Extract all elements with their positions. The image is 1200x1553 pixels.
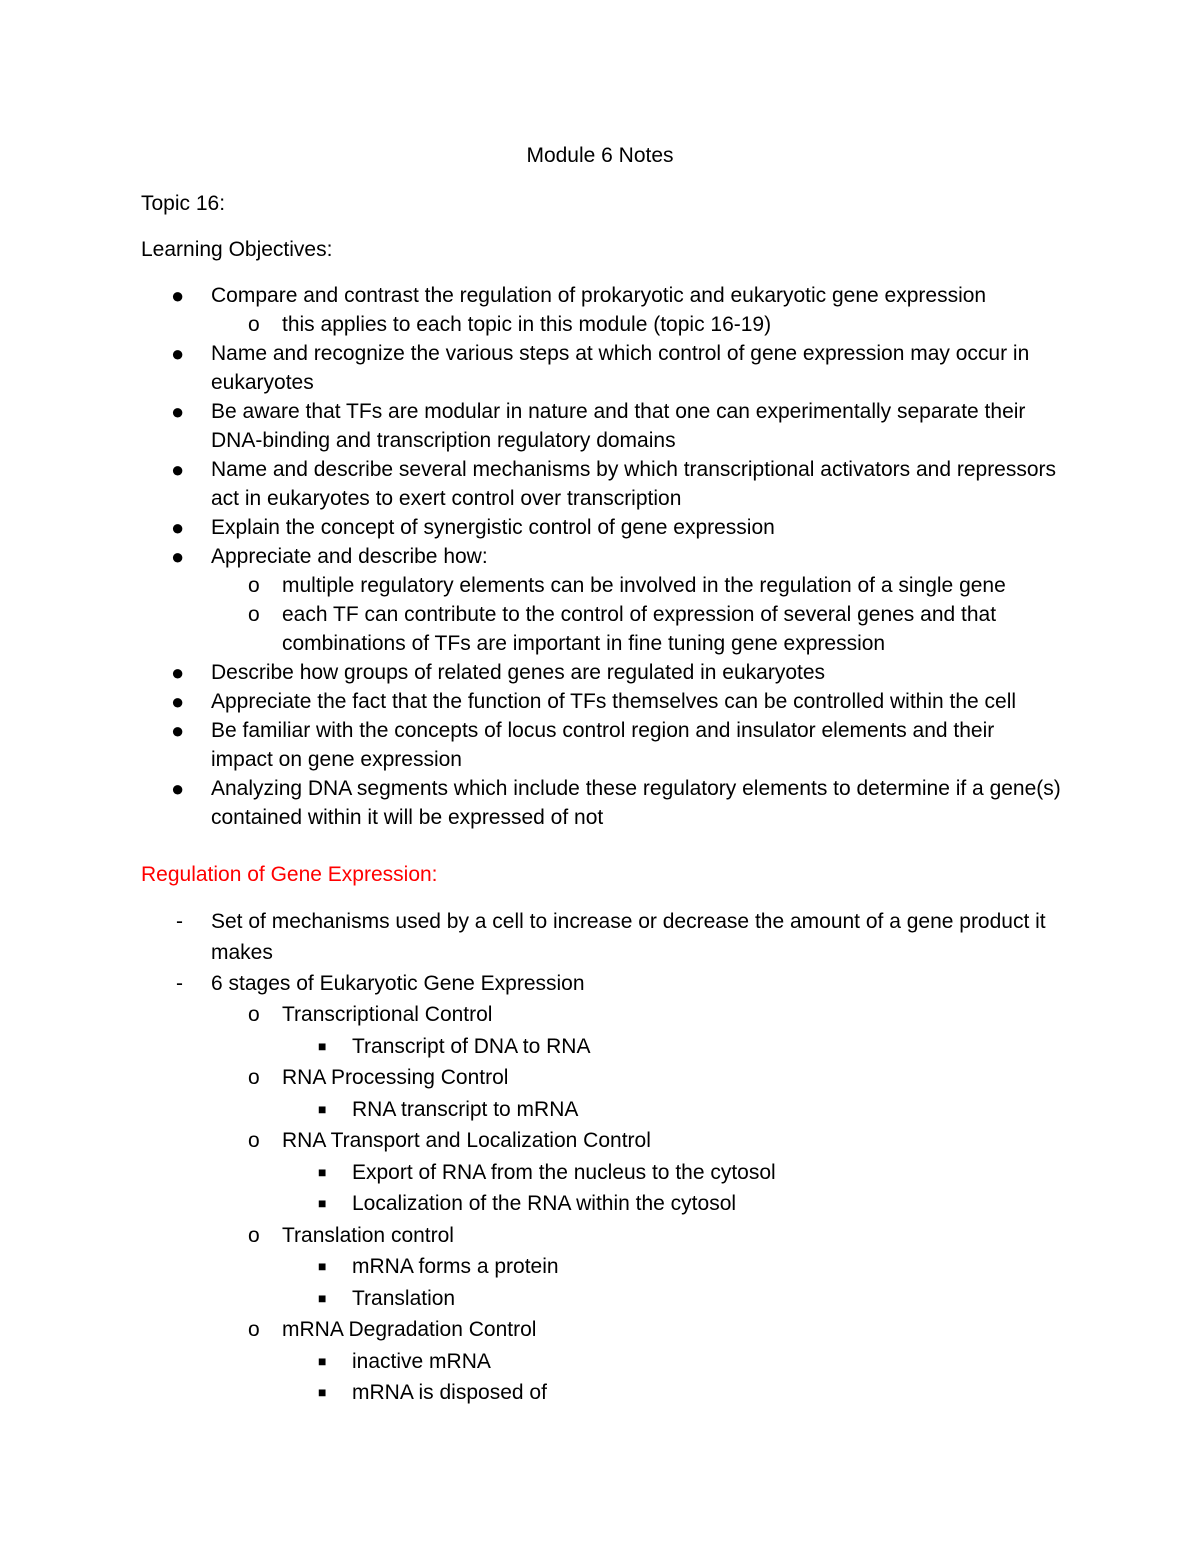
list-item <box>0 1157 1052 1189</box>
document-title: Module 6 Notes <box>526 144 674 167</box>
list-item-text: Translation control <box>282 1223 454 1247</box>
list-item-text: Transcript of DNA to RNA <box>352 1034 591 1058</box>
square-bullet-icon: ■ <box>318 1163 327 1180</box>
list-item-text: Set of mechanisms used by a cell to increase or decrease the amount of a gene product it makes <box>211 910 1046 964</box>
list-item-text: Name and describe several mechanisms by which transcriptional activators and repressors act in eukaryotes to exert control over transcription <box>211 458 1057 510</box>
list-item <box>0 455 1061 513</box>
list-item <box>0 687 1061 716</box>
bullet-icon: ● <box>171 776 185 801</box>
list-item-text: Be familiar with the concepts of locus control region and insulator elements and their impact on gene expression <box>211 719 995 771</box>
list-item <box>0 571 1062 600</box>
list-item-text: RNA Processing Control <box>282 1066 509 1089</box>
list-item-text: Appreciate and describe how: <box>211 545 488 568</box>
list-item-text: 6 stages of Eukaryotic Gene Expression <box>211 972 585 995</box>
list-item-text: multiple regulatory elements can be involved in the regulation of a single gene <box>282 574 1006 597</box>
list-item <box>0 1346 1052 1378</box>
square-bullet-icon: ■ <box>318 1289 327 1306</box>
list-item <box>0 542 1061 571</box>
list-item-text: mRNA forms a protein <box>352 1255 559 1278</box>
list-item-text: mRNA Degradation Control <box>282 1318 537 1341</box>
list-item-text: this applies to each topic in this module (topic 16-19) <box>282 313 772 336</box>
list-item-text: Analyzing DNA segments which include these regulatory elements to determine if a gene(s) contained within it will be expressed of not <box>211 777 1061 829</box>
list-item <box>0 1283 1052 1315</box>
dash-bullet-icon: - <box>176 972 183 995</box>
bullet-icon: ● <box>171 660 185 685</box>
list-item-text: Appreciate the fact that the function of TFs themselves can be controlled within the cell <box>211 690 1017 713</box>
list-item <box>0 1377 1052 1409</box>
list-item <box>0 339 1061 397</box>
list-item <box>0 1251 1052 1283</box>
list-item <box>0 397 1061 455</box>
square-bullet-icon: ■ <box>318 1384 327 1400</box>
list-item <box>0 1062 1062 1094</box>
square-bullet-icon: ■ <box>318 1352 327 1369</box>
circle-bullet-icon: o <box>248 1129 260 1152</box>
list-item-text: Be aware that TFs are modular in nature and that one can experimentally separate their DNA-binding and transcription regulatory domains <box>211 400 1026 452</box>
list-item <box>0 968 1061 999</box>
list-item <box>0 600 1062 658</box>
bullet-icon: ● <box>171 515 185 540</box>
list-item <box>0 310 1062 339</box>
regulation-heading: Regulation of Gene Expression: <box>141 863 438 886</box>
list-item <box>0 1094 1052 1126</box>
list-item <box>0 774 1061 832</box>
list-item <box>0 658 1061 687</box>
square-bullet-icon: ■ <box>318 1100 327 1117</box>
learning-objectives-list <box>0 281 1200 832</box>
circle-bullet-icon: o <box>248 603 260 626</box>
square-bullet-icon: ■ <box>318 1195 327 1211</box>
bullet-icon: ● <box>171 544 185 569</box>
list-item-text: Export of RNA from the nucleus to the cytosol <box>352 1160 776 1184</box>
list-item <box>0 1125 1062 1157</box>
bullet-icon: ● <box>171 341 185 366</box>
list-item-text: Name and recognize the various steps at which control of gene expression may occur in eukaryotes <box>211 342 1030 394</box>
list-item <box>0 1220 1062 1252</box>
list-item-text: Describe how groups of related genes are regulated in eukaryotes <box>211 661 826 684</box>
list-item-text: each TF can contribute to the control of expression of several genes and that combinations of TFs are important in fine tuning gene expression <box>282 603 997 655</box>
circle-bullet-icon: o <box>248 574 260 597</box>
bullet-icon: ● <box>171 283 185 308</box>
list-item-text: Translation <box>352 1286 456 1310</box>
list-item-text: RNA Transport and Localization Control <box>282 1129 651 1152</box>
list-item-text: Localization of the RNA within the cytosol <box>352 1192 737 1215</box>
regulation-list <box>0 906 1200 1409</box>
square-bullet-icon: ■ <box>318 1037 327 1054</box>
list-item <box>0 1031 1052 1063</box>
list-item <box>0 513 1061 542</box>
list-item <box>0 716 1061 774</box>
dash-bullet-icon: - <box>176 910 183 933</box>
list-item <box>0 281 1061 310</box>
list-item <box>0 1188 1052 1220</box>
circle-bullet-icon: o <box>248 1223 260 1247</box>
bullet-icon: ● <box>171 718 185 743</box>
list-item-text: Compare and contrast the regulation of prokaryotic and eukaryotic gene expression <box>211 284 987 307</box>
list-item-text: Explain the concept of synergistic control of gene expression <box>211 516 775 539</box>
circle-bullet-icon: o <box>248 313 260 336</box>
list-item-text: inactive mRNA <box>352 1349 491 1373</box>
bullet-icon: ● <box>171 457 185 482</box>
list-item <box>0 906 1061 968</box>
list-item-text: RNA transcript to mRNA <box>352 1097 579 1121</box>
square-bullet-icon: ■ <box>318 1258 327 1274</box>
list-item-text: Transcriptional Control <box>282 1003 493 1026</box>
topic-label: Topic 16: <box>141 192 226 215</box>
circle-bullet-icon: o <box>248 1318 260 1341</box>
circle-bullet-icon: o <box>248 1003 260 1026</box>
bullet-icon: ● <box>171 689 185 714</box>
list-item <box>0 999 1062 1031</box>
bullet-icon: ● <box>171 399 185 424</box>
objectives-label: Learning Objectives: <box>141 238 333 261</box>
circle-bullet-icon: o <box>248 1066 260 1089</box>
list-item-text: mRNA is disposed of <box>352 1381 547 1404</box>
list-item <box>0 1314 1062 1346</box>
